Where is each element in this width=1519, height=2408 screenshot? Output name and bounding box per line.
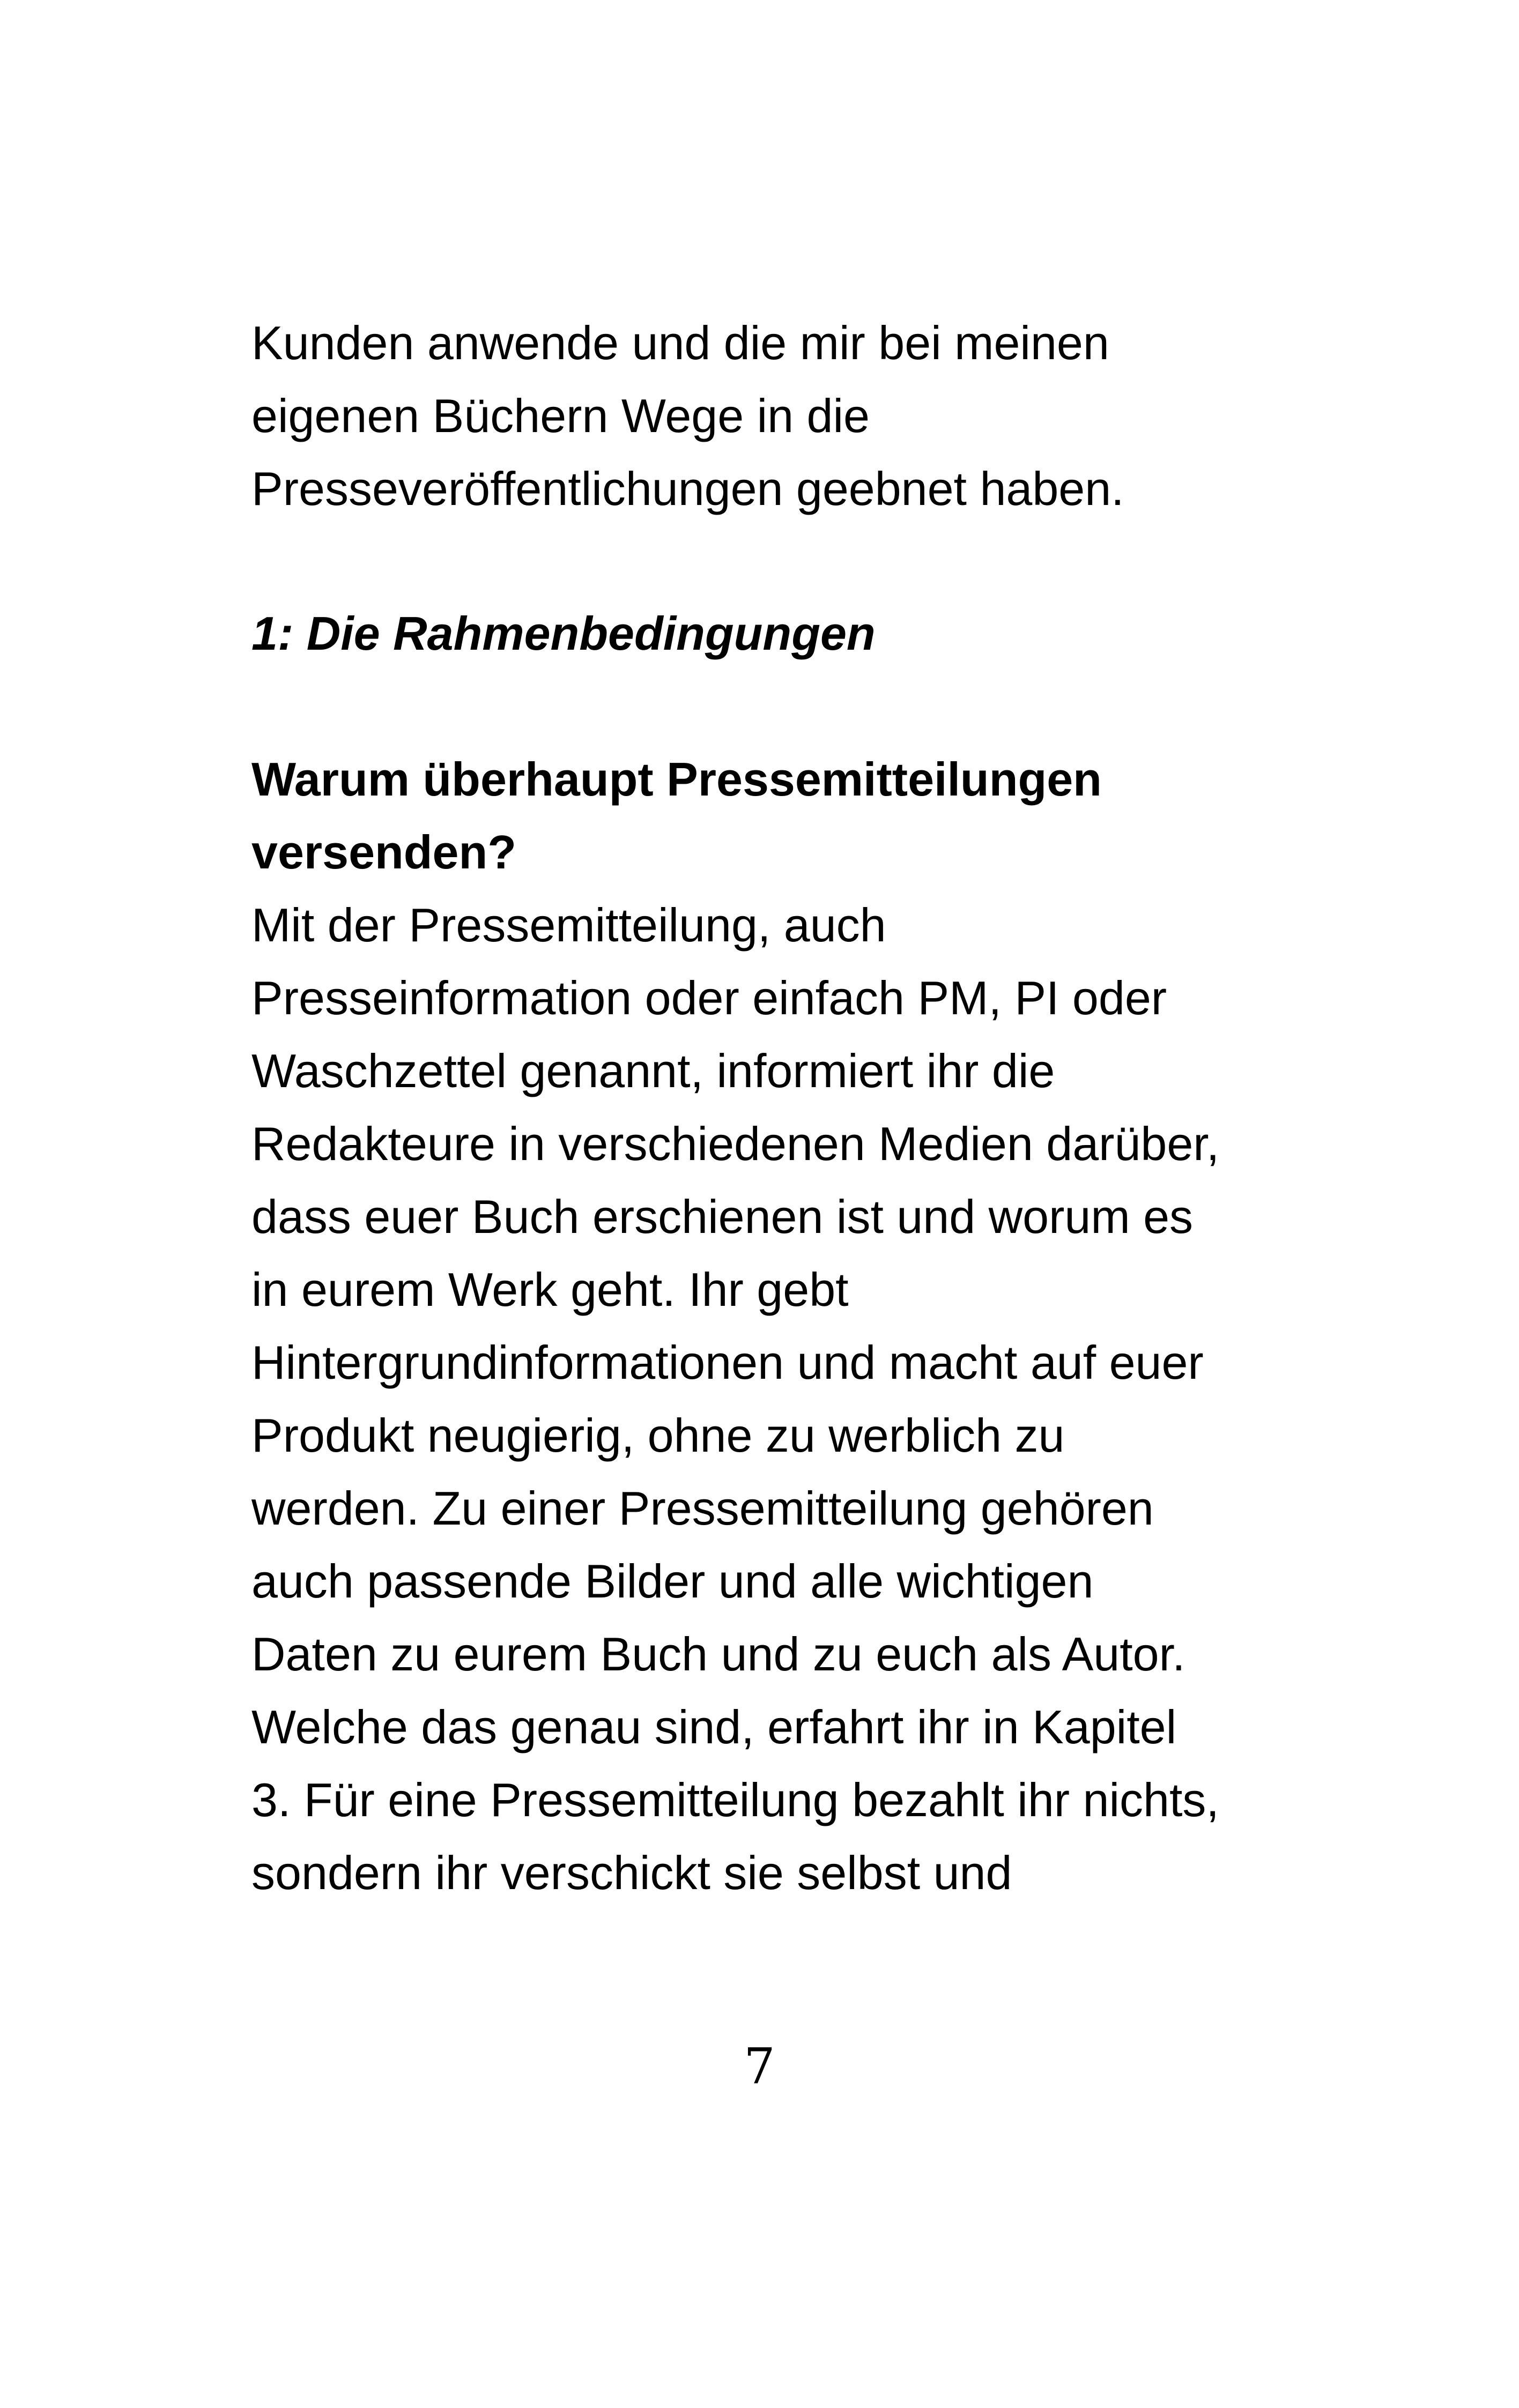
text-line: Redakteure in verschiedenen Medien darüber,	[251, 1117, 1220, 1170]
body-paragraph	[251, 889, 1324, 1909]
text-line: Presseinformation oder einfach PM, PI oder	[251, 971, 1167, 1024]
text-line: dass euer Buch erschienen ist und worum es	[251, 1190, 1194, 1243]
text-line: 3. Für eine Pressemitteilung bezahlt ihr nichts,	[251, 1773, 1219, 1826]
text-line: Welche das genau sind, erfahrt ihr in Kapitel	[251, 1700, 1177, 1753]
text-line: sondern ihr verschickt sie selbst und	[251, 1846, 1012, 1899]
section-heading-line: Warum überhaupt Pressemitteilungen	[251, 753, 1102, 806]
text-line: Presseveröffentlichungen geebnet haben.	[251, 462, 1124, 515]
text-line: Mit der Pressemitteilung, auch	[251, 898, 886, 952]
text-line: auch passende Bilder und alle wichtigen	[251, 1555, 1094, 1608]
page-number: 7	[744, 2038, 775, 2095]
chapter-heading: 1: Die Rahmenbedingungen	[251, 607, 876, 660]
text-line: in eurem Werk geht. Ihr gebt	[251, 1263, 849, 1316]
section-heading-line: versenden?	[251, 826, 516, 879]
text-line: Waschzettel genannt, informiert ihr die	[251, 1044, 1055, 1097]
text-line: Kunden anwende und die mir bei meinen	[251, 316, 1109, 369]
text-line: Produkt neugierig, ohne zu werblich zu	[251, 1409, 1065, 1462]
text-line: eigenen Büchern Wege in die	[251, 389, 870, 442]
text-line: Hintergrundinformationen und macht auf euer	[251, 1336, 1204, 1389]
text-line: werden. Zu einer Pressemitteilung gehören	[251, 1482, 1154, 1535]
section-heading	[251, 743, 1324, 889]
intro-paragraph	[251, 307, 1324, 525]
text-line: Daten zu eurem Buch und zu euch als Autor.	[251, 1627, 1185, 1681]
